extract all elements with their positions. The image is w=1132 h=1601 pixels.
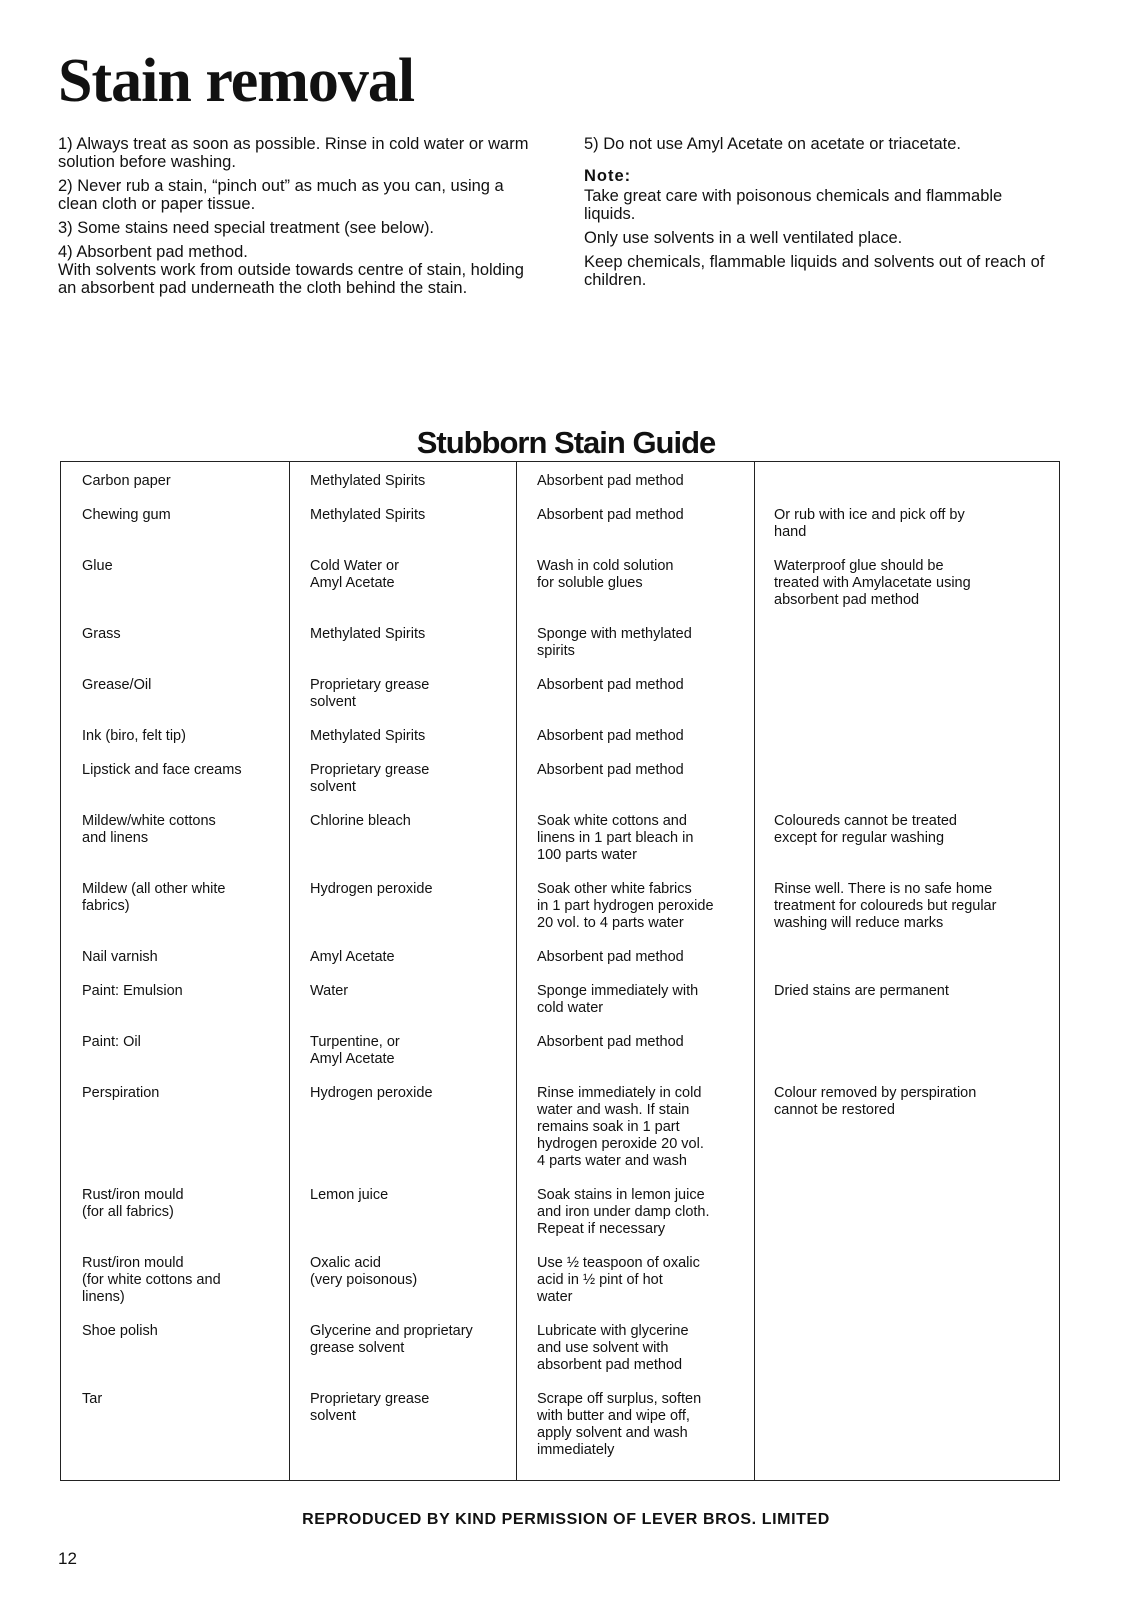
stain-cell: Mildew (all other white fabrics) bbox=[82, 881, 226, 914]
stain-cell: Grass bbox=[82, 626, 121, 642]
stain-cell: Chewing gum bbox=[82, 507, 171, 523]
treatment-cell: Cold Water or Amyl Acetate bbox=[310, 558, 399, 591]
method-cell: Sponge with methylated spirits bbox=[537, 626, 692, 659]
stain-cell: Tar bbox=[82, 1391, 103, 1407]
intro-point-5: 5) Do not use Amyl Acetate on acetate or triacetate. bbox=[584, 135, 961, 153]
notes-cell: Colour removed by perspiration cannot be restored bbox=[774, 1085, 977, 1118]
method-cell: Scrape off surplus, soften with butter and wipe off, apply solvent and wash immediately bbox=[537, 1391, 702, 1458]
method-cell: Absorbent pad method bbox=[537, 762, 684, 778]
stain-cell: Rust/iron mould (for white cottons and linens) bbox=[82, 1255, 221, 1305]
treatment-cell: Methylated Spirits bbox=[310, 626, 426, 642]
method-cell: Soak white cottons and linens in 1 part bleach in 100 parts water bbox=[537, 813, 694, 863]
notes-cell: Rinse well. There is no safe home treatment for coloureds but regular washing will reduce marks bbox=[774, 881, 997, 931]
treatment-cell: Turpentine, or Amyl Acetate bbox=[310, 1034, 400, 1067]
treatment-cell: Oxalic acid (very poisonous) bbox=[310, 1255, 418, 1288]
method-cell: Sponge immediately with cold water bbox=[537, 983, 699, 1016]
method-cell: Absorbent pad method bbox=[537, 473, 684, 489]
table-row bbox=[61, 983, 1059, 1034]
intro-right-column bbox=[584, 135, 1054, 295]
method-cell: Absorbent pad method bbox=[537, 1034, 684, 1050]
table-row bbox=[61, 813, 1059, 881]
stain-cell: Carbon paper bbox=[82, 473, 171, 489]
notes-cell: Waterproof glue should be treated with Amylacetate using absorbent pad method bbox=[774, 558, 971, 608]
table-row bbox=[61, 558, 1059, 626]
intro-point-2: 2) Never rub a stain, “pinch out” as much as you can, using a clean cloth or paper tissue. bbox=[58, 177, 504, 213]
method-cell: Absorbent pad method bbox=[537, 677, 684, 693]
stain-cell: Ink (biro, felt tip) bbox=[82, 728, 186, 744]
stain-cell: Paint: Emulsion bbox=[82, 983, 183, 999]
treatment-cell: Proprietary grease solvent bbox=[310, 1391, 430, 1424]
stain-cell: Perspiration bbox=[82, 1085, 160, 1101]
note-1: Take great care with poisonous chemicals and flammable liquids. bbox=[584, 187, 1003, 223]
table-row bbox=[61, 762, 1059, 813]
notes-cell: Coloureds cannot be treated except for regular washing bbox=[774, 813, 957, 846]
table-row bbox=[61, 1187, 1059, 1255]
method-cell: Lubricate with glycerine and use solvent with absorbent pad method bbox=[537, 1323, 689, 1373]
method-cell: Absorbent pad method bbox=[537, 949, 684, 965]
guide-title: Stubborn Stain Guide bbox=[416, 425, 716, 460]
intro-left-column bbox=[58, 135, 538, 303]
method-cell: Rinse immediately in cold water and wash. If stain remains soak in 1 part hydrogen peroxide 20 vol. 4 parts water and wash bbox=[537, 1085, 704, 1169]
note-2: Only use solvents in a well ventilated place. bbox=[584, 229, 903, 247]
treatment-cell: Glycerine and proprietary grease solvent bbox=[310, 1323, 473, 1356]
stain-cell: Lipstick and face creams bbox=[82, 762, 242, 778]
note-label: Note: bbox=[584, 167, 632, 185]
intro-point-4: 4) Absorbent pad method. With solvents work from outside towards centre of stain, holding an absorbent pad underneath the cloth behind the stain. bbox=[58, 243, 524, 297]
notes-cell: Dried stains are permanent bbox=[774, 983, 949, 999]
method-cell: Soak other white fabrics in 1 part hydrogen peroxide 20 vol. to 4 parts water bbox=[537, 881, 714, 931]
stain-cell: Shoe polish bbox=[82, 1323, 158, 1339]
page-title: Stain removal bbox=[58, 47, 415, 115]
treatment-cell: Water bbox=[310, 983, 349, 999]
treatment-cell: Proprietary grease solvent bbox=[310, 762, 430, 795]
treatment-cell: Chlorine bleach bbox=[310, 813, 411, 829]
stain-cell: Mildew/white cottons and linens bbox=[82, 813, 216, 846]
table-row bbox=[61, 949, 1059, 983]
table-row bbox=[61, 728, 1059, 762]
method-cell: Use ½ teaspoon of oxalic acid in ½ pint of hot water bbox=[537, 1255, 700, 1305]
notes-cell: Or rub with ice and pick off by hand bbox=[774, 507, 965, 540]
treatment-cell: Methylated Spirits bbox=[310, 728, 426, 744]
table-row bbox=[61, 473, 1059, 507]
table-rows bbox=[61, 473, 1059, 1459]
page-number: 12 bbox=[58, 1549, 77, 1568]
treatment-cell: Methylated Spirits bbox=[310, 507, 426, 523]
intro-point-1: 1) Always treat as soon as possible. Rinse in cold water or warm solution before washing. bbox=[58, 135, 529, 171]
method-cell: Soak stains in lemon juice and iron under damp cloth. Repeat if necessary bbox=[537, 1187, 710, 1237]
treatment-cell: Methylated Spirits bbox=[310, 473, 426, 489]
note-3: Keep chemicals, flammable liquids and solvents out of reach of children. bbox=[584, 253, 1045, 289]
method-cell: Absorbent pad method bbox=[537, 728, 684, 744]
table-row bbox=[61, 507, 1059, 558]
intro-point-3: 3) Some stains need special treatment (see below). bbox=[58, 219, 435, 237]
treatment-cell: Hydrogen peroxide bbox=[310, 1085, 433, 1101]
stain-guide-table bbox=[60, 461, 1060, 1481]
table-row bbox=[61, 626, 1059, 677]
table-row bbox=[61, 1034, 1059, 1085]
table-row bbox=[61, 1085, 1059, 1187]
treatment-cell: Amyl Acetate bbox=[310, 949, 395, 965]
table-row bbox=[61, 1255, 1059, 1323]
treatment-cell: Hydrogen peroxide bbox=[310, 881, 433, 897]
treatment-cell: Proprietary grease solvent bbox=[310, 677, 430, 710]
table-row bbox=[61, 1391, 1059, 1459]
method-cell: Absorbent pad method bbox=[537, 507, 684, 523]
stain-cell: Glue bbox=[82, 558, 113, 574]
stain-cell: Paint: Oil bbox=[82, 1034, 141, 1050]
stain-cell: Grease/Oil bbox=[82, 677, 152, 693]
method-cell: Wash in cold solution for soluble glues bbox=[537, 558, 674, 591]
credit-footer: REPRODUCED BY KIND PERMISSION OF LEVER BROS. LIMITED bbox=[302, 1511, 830, 1528]
table-row bbox=[61, 881, 1059, 949]
treatment-cell: Lemon juice bbox=[310, 1187, 389, 1203]
table-row bbox=[61, 1323, 1059, 1391]
stain-cell: Rust/iron mould (for all fabrics) bbox=[82, 1187, 184, 1220]
stain-cell: Nail varnish bbox=[82, 949, 158, 965]
table-row bbox=[61, 677, 1059, 728]
